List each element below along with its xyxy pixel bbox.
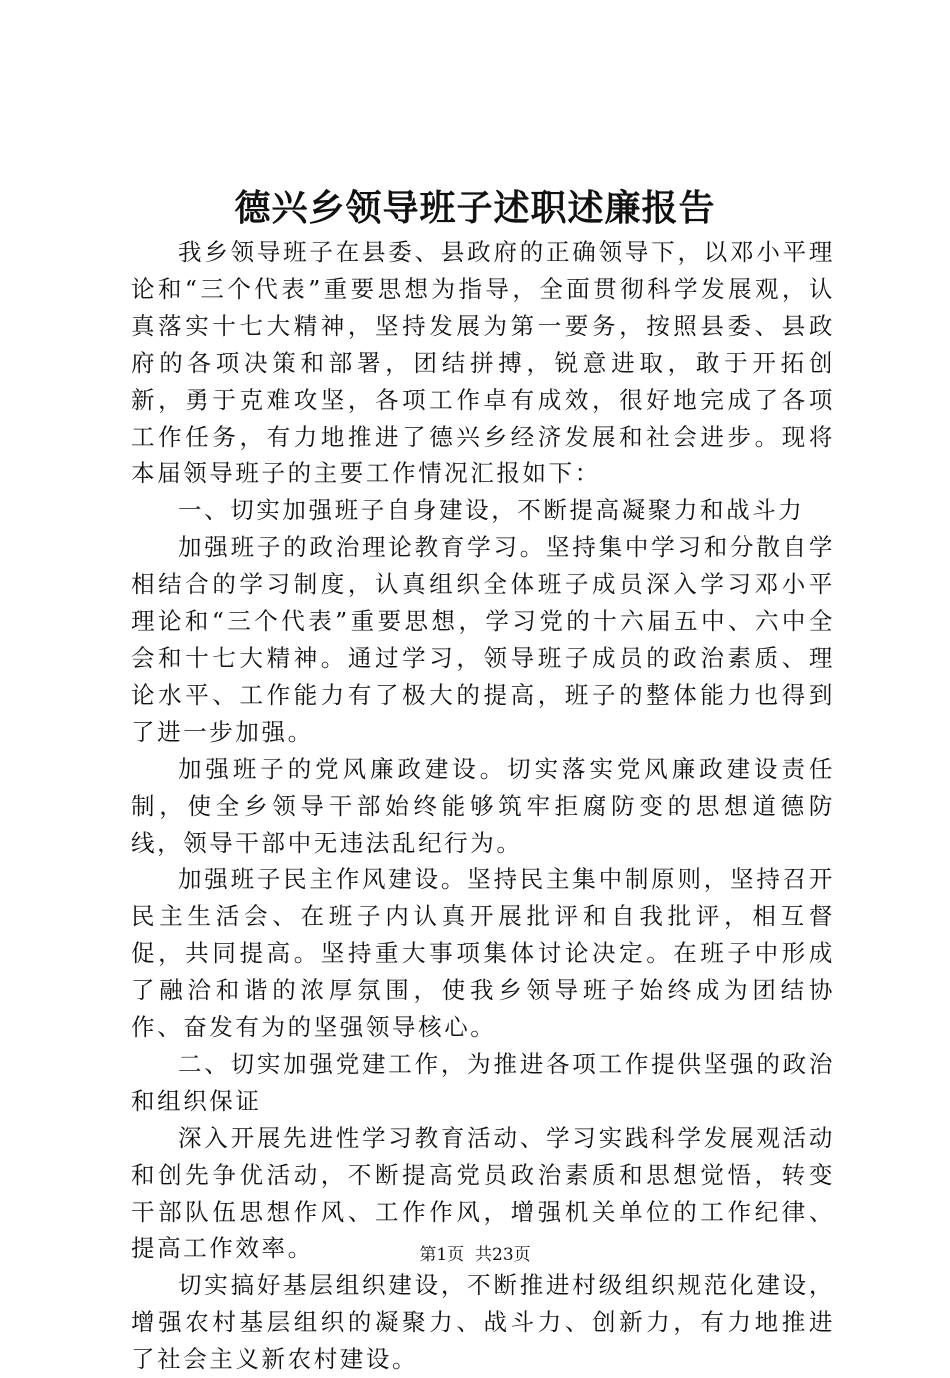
section-heading-1: 一、切实加强班子自身建设，不断提高凝聚力和战斗力 — [178, 496, 805, 525]
body-paragraph: 加强班子民主作风建设。坚持民主集中制原则，坚持召开民主生活会、在班子内认真开展批评和自我批评，相互督促，共同提高。坚持重大事项集体讨论决定。在班子中形成了融洽和谐的浓厚氛围，使我乡领导班子始终成为团结协作、奋发有为的坚强领导核心。 — [131, 865, 835, 1042]
body-paragraph: 切实搞好基层组织建设，不断推进村级组织规范化建设，增强农村基层组织的凝聚力、战斗力、创新力，有力地推进了社会主义新农村建设。 — [131, 1271, 835, 1374]
page-footer — [0, 1243, 950, 1267]
document-body — [131, 234, 835, 1378]
intro-paragraph: 我乡领导班子在县委、县政府的正确领导下，以邓小平理论和“三个代表”重要思想为指导，全面贯彻科学发展观，认真落实十七大精神，坚持发展为第一要务，按照县委、县政府的各项决策和部署，团结拼搏，锐意进取，敢于开拓创新，勇于克难攻坚，各项工作卓有成效，很好地完成了各项工作任务，有力地推进了德兴乡经济发展和社会进步。现将本届领导班子的主要工作情况汇报如下： — [131, 238, 835, 488]
body-paragraph: 加强班子的党风廉政建设。切实落实党风廉政建设责任制，使全乡领导干部始终能够筑牢拒腐防变的思想道德防线，领导干部中无违法乱纪行为。 — [131, 754, 835, 857]
page-number: 第1页 — [419, 1245, 465, 1265]
body-paragraph: 深入开展先进性学习教育活动、学习实践科学发展观活动和创先争优活动，不断提高党员政治素质和思想觉悟，转变干部队伍思想作风、工作作风，增强机关单位的工作纪律、提高工作效率。 — [131, 1123, 835, 1263]
page-total: 共23页 — [475, 1245, 531, 1265]
section-heading-2: 二、切实加强党建工作，为推进各项工作提供坚强的政治和组织保证 — [131, 1049, 835, 1115]
body-paragraph: 加强班子的政治理论教育学习。坚持集中学习和分散自学相结合的学习制度，认真组织全体班子成员深入学习邓小平理论和“三个代表”重要思想，学习党的十六届五中、六中全会和十七大精神。通过学习，领导班子成员的政治素质、理论水平、工作能力有了极大的提高，班子的整体能力也得到了进一步加强。 — [131, 533, 835, 746]
document-title: 德兴乡领导班子述职述廉报告 — [234, 187, 716, 229]
